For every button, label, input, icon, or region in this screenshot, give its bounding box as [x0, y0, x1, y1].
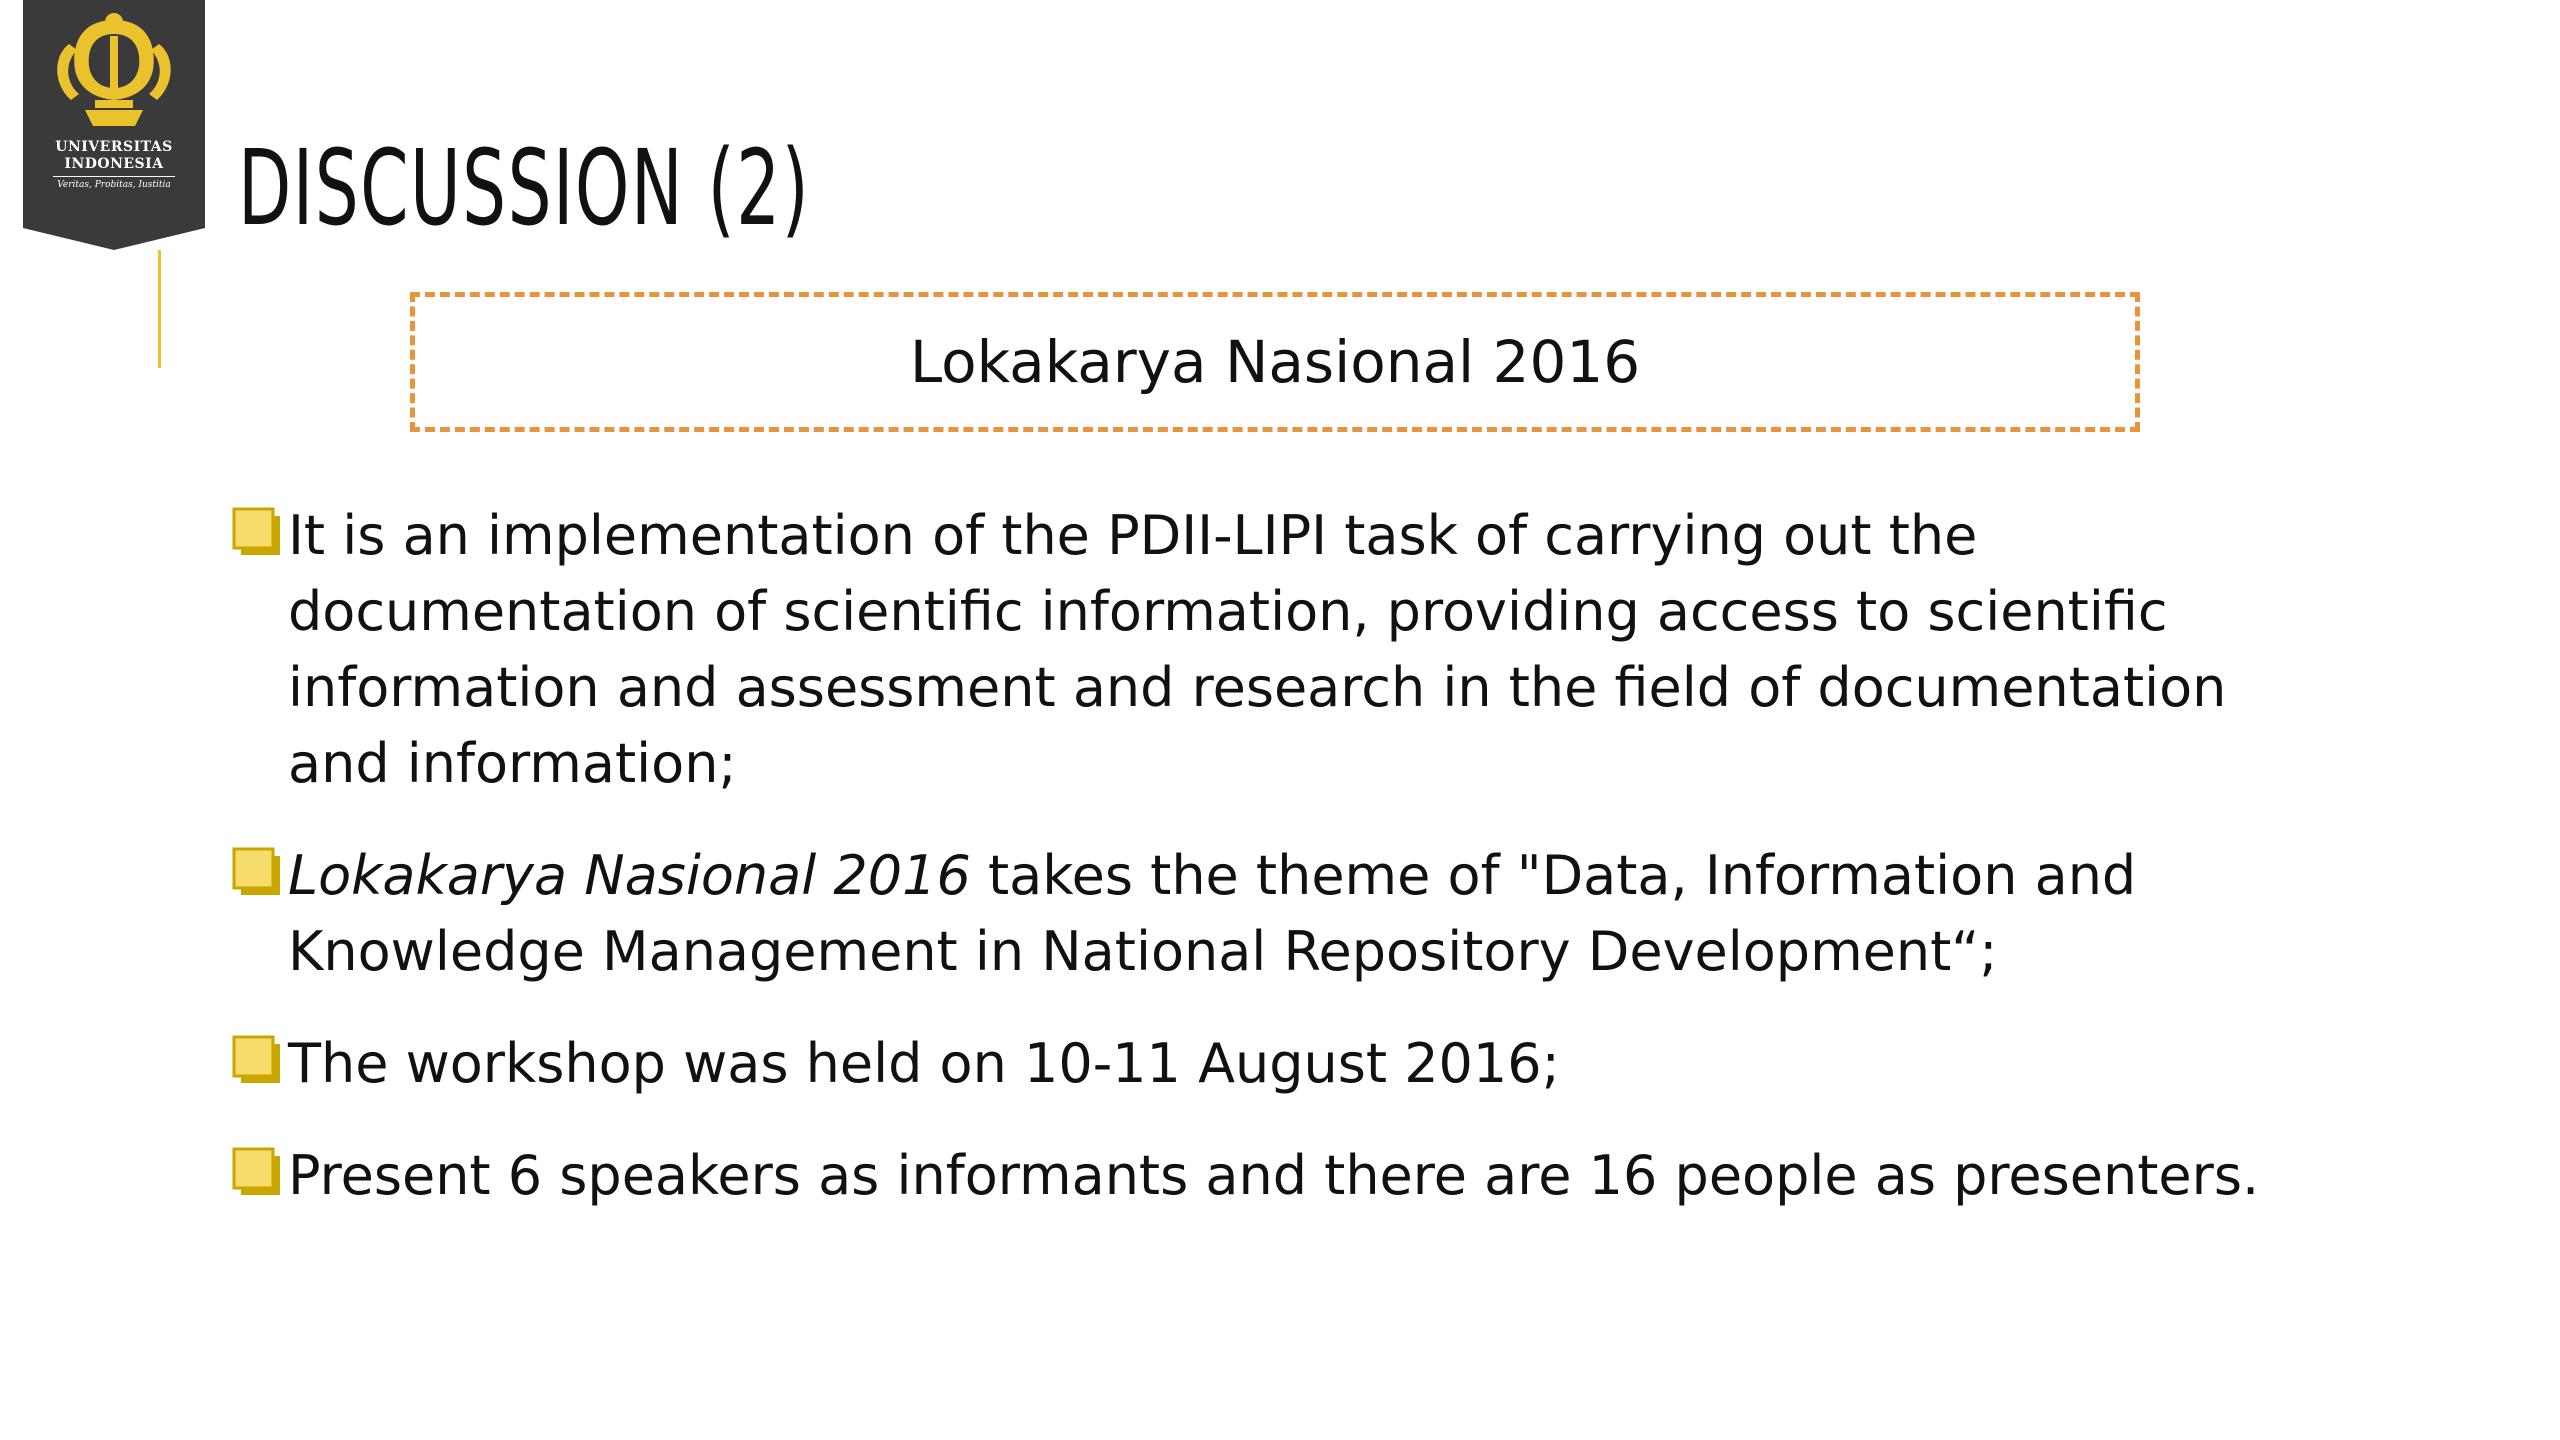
bullet-item [232, 498, 2312, 802]
highlight-box-text: Lokakarya Nasional 2016 [909, 328, 1641, 396]
bullet-text: takes the theme of "Data, Information and Knowledge Management in National Repository Development“; [288, 844, 2137, 983]
bullet-item [232, 1026, 2312, 1102]
bullet-item [232, 838, 2312, 990]
makara-emblem-icon [23, 0, 205, 250]
logo-divider [53, 176, 175, 177]
bullet-text: Present 6 speakers as informants and there are 16 people as presenters. [288, 1144, 2260, 1207]
checkbox-bullet-icon [232, 1035, 282, 1085]
highlight-box [410, 292, 2140, 432]
bullet-text: It is an implementation of the PDII-LIPI task of carrying out the documentation of scientific information, providing access to scientific information and assessment and research in the field of documentation and information; [288, 504, 2227, 795]
bullet-item [232, 1138, 2312, 1214]
slide-title: DISCUSSION (2) [238, 127, 811, 249]
logo-name-line1: UNIVERSITAS [55, 139, 173, 155]
logo-motto: Veritas, Probitas, Iustitia [57, 180, 171, 190]
checkbox-bullet-icon [232, 847, 282, 897]
gold-accent-line [158, 250, 161, 368]
checkbox-bullet-icon [232, 507, 282, 557]
checkbox-bullet-icon [232, 1147, 282, 1197]
bullet-list [232, 498, 2312, 1214]
bullet-emphasis: Lokakarya Nasional 2016 [288, 844, 971, 907]
bullet-text: The workshop was held on 10-11 August 2016; [288, 1032, 1560, 1095]
logo-name-line2: INDONESIA [64, 156, 164, 172]
university-logo-badge [23, 0, 205, 250]
